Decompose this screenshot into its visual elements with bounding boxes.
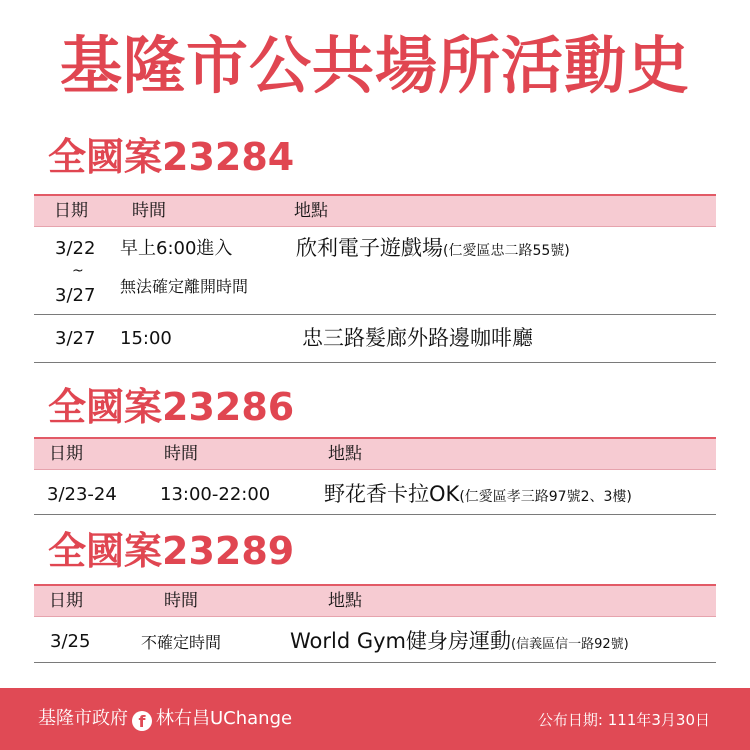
header-time: 時間 [164,444,198,464]
location-address: (仁愛區孝三路97號2、3樓) [459,489,632,505]
row-time: 早上6:00進入 [120,238,233,259]
row-date-end: 3/27 [55,285,96,306]
facebook-icon: f [132,711,152,731]
row-time: 15:00 [120,328,172,349]
table-header [34,194,716,227]
row-date: 3/23-24 [47,484,117,505]
row-divider [34,662,716,663]
location-name: World Gym健身房運動 [290,629,512,653]
page-title: 基隆市公共場所活動史 [59,29,690,102]
location-name: 忠三路髮廊外路邊咖啡廳 [302,326,533,350]
footer-org: 基隆市政府 [38,708,128,729]
row-date: 3/25 [50,631,91,652]
header-location: 地點 [328,444,362,464]
case-title-23286: 全國案23286 [48,385,295,429]
case-title-23289: 全國案23289 [48,529,295,573]
footer-credit [38,708,292,731]
row-time-note: 無法確定離開時間 [120,277,249,296]
row-divider [34,314,716,315]
row-time: 13:00-22:00 [160,484,271,505]
footer-page-name: 林右昌UChange [156,708,293,729]
header-date: 日期 [49,591,83,611]
row-divider [34,514,716,515]
header-date: 日期 [54,201,88,221]
case-title-23284: 全國案23284 [48,135,295,179]
row-location [302,327,533,351]
row-divider [34,362,716,363]
table-header [34,437,716,470]
location-address: (信義區信一路92號) [511,637,629,652]
publish-date: 公布日期: 111年3月30日 [537,711,710,729]
location-name: 野花香卡拉OK [324,482,460,506]
row-date-start: 3/22 [55,238,96,259]
location-name: 欣利電子遊戲場 [296,236,443,260]
row-time: 不確定時間 [141,633,222,652]
location-address: (仁愛區忠二路55號) [443,243,570,259]
header-time: 時間 [132,201,166,221]
row-date: 3/27 [55,328,96,349]
header-time: 時間 [164,591,198,611]
row-location [290,630,629,656]
header-date: 日期 [49,444,83,464]
row-date-separator: ~ [72,263,84,279]
row-location [324,483,632,508]
row-location [296,237,570,262]
table-header [34,584,716,617]
header-location: 地點 [294,201,328,221]
footer-bar [0,688,750,750]
header-location: 地點 [328,591,362,611]
